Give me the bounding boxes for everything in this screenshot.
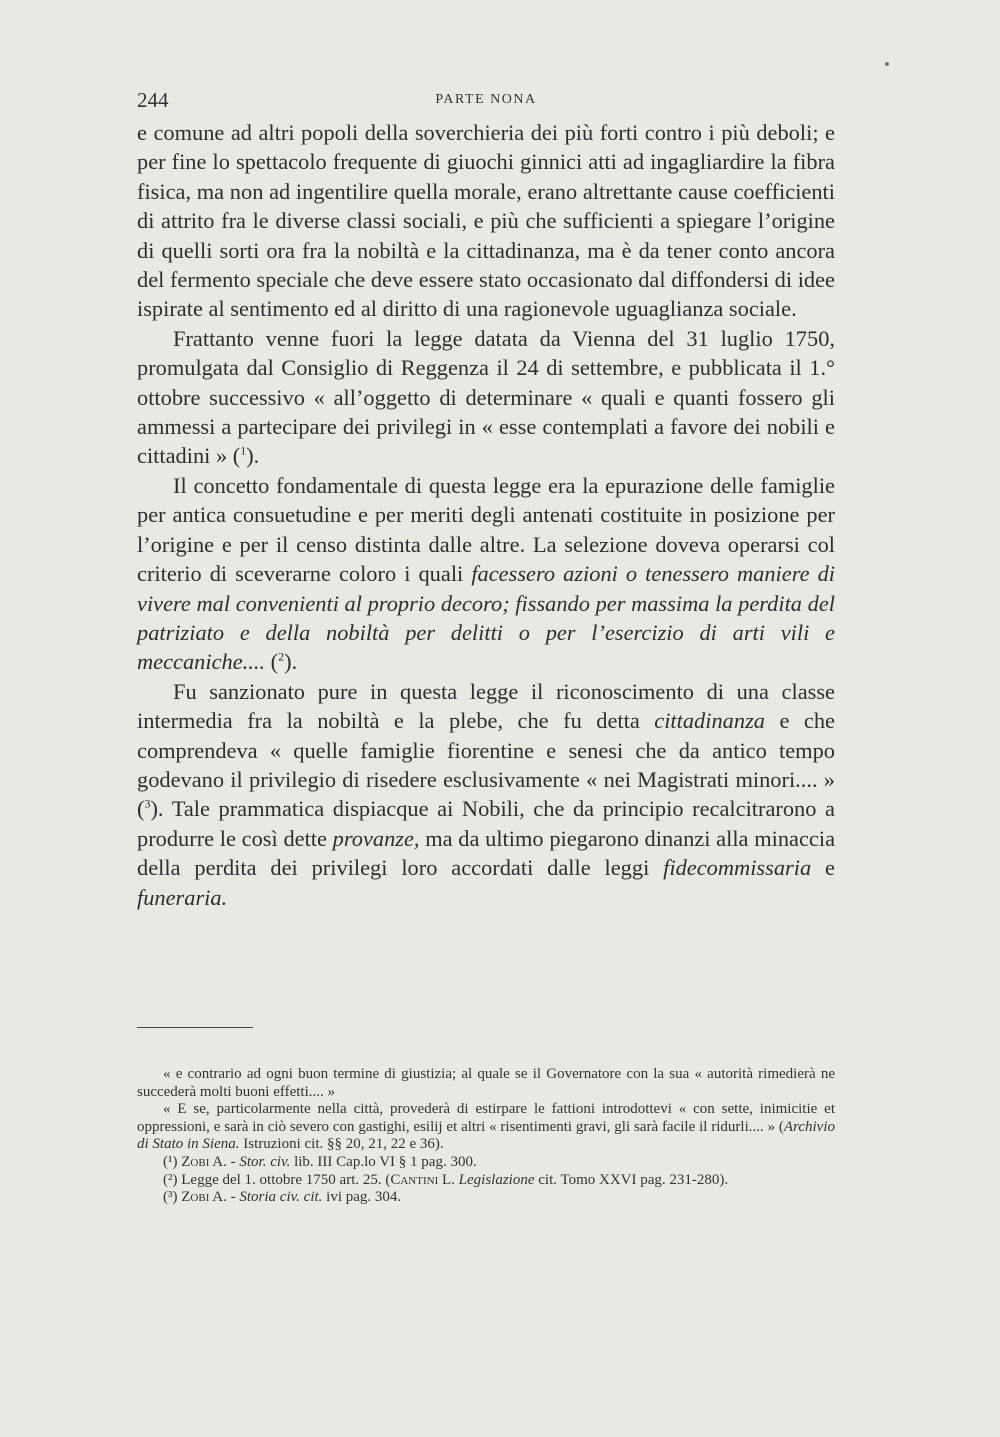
footnote-1 (137, 1154, 835, 1172)
footnote-3 (137, 1189, 835, 1207)
footnote-3-sep: - (226, 1189, 240, 1206)
paragraph-4-italic-3: fidecommissaria (663, 855, 812, 881)
paragraph-1-text: e comune ad altri popoli della soverchieria dei più forti contro i più deboli; e per fine lo spettacolo frequente di giuochi ginnici atti ad ingagliardire la fibra fisica, ma non ad ingentilire quella morale, erano altrettante cause coefficienti di attrito fra le diverse classi sociali, e più che sufficienti a spiegare l’origine di quelli sorti ora fra la nobiltà e la cittadinanza, ma è da tener conto ancora del fermento speciale che deve essere stato occasionato dal diffondersi di idee ispirate al sentimento ed al diritto di una ragionevole uguaglianza sociale. (137, 120, 835, 322)
footnote-2-author: Cantini L. (390, 1171, 455, 1188)
running-title: PARTE NONA (435, 92, 537, 107)
paragraph-4-e: e (811, 855, 835, 881)
paragraph-2-end: ). (246, 443, 260, 469)
footnote-rule (137, 1027, 253, 1028)
paragraph-3-open: ( (265, 649, 279, 675)
footnote-1-mark: (¹) (163, 1153, 178, 1170)
paragraph-4-italic-4: funeraria. (137, 884, 228, 910)
footnote-ref-3: 3 (144, 796, 151, 811)
footnote-3-title: Storia civ. cit. (239, 1189, 323, 1206)
paragraph-4-italic-1: cittadinanza (654, 708, 765, 734)
paragraph-2 (137, 324, 835, 471)
footnote-ref-2: 2 (278, 649, 285, 664)
footnote-continuation-1 (137, 1066, 835, 1101)
paragraph-4-a: Fu sanzionato pure in questa legge il riconoscimento di una classe intermedia fra la nobiltà e la plebe, che fu detta (137, 678, 835, 734)
footnote-continuation-2 (137, 1101, 835, 1154)
footnote-continuation-2-text: « E se, particolarmente nella città, provederà di estirpare le fattioni introdottevi « con sette, inimicitie et oppressioni, e sarà in ciò severo con gastighi, esilij et altri « risentimenti gravi, gli sarà facile il ridurli.... » ( (137, 1101, 835, 1135)
footnote-3-rest: ivi pag. 304. (322, 1189, 402, 1206)
footnote-1-rest: lib. III Cap.lo VI § 1 pag. 300. (290, 1153, 477, 1170)
footnote-ref-1: 1 (240, 444, 247, 458)
paragraph-4-b: e che comprendeva « quelle famiglie fiorentine e senesi che da antico tempo godevano il privilegio di risedere esclusivamente « nei Magistrati minori.... » ( (137, 708, 835, 822)
footnote-1-sep: - (226, 1153, 240, 1170)
footnote-continuation-2-end: Istruzioni cit. §§ 20, 21, 22 e 36). (239, 1136, 444, 1153)
footnote-3-mark: (³) (163, 1189, 178, 1206)
paragraph-2-text: Frattanto venne fuori la legge datata da Vienna del 31 luglio 1750, promulgata dal Consiglio di Reggenza il 24 di settembre, e pubblicata il 1.° ottobre successivo « all’oggetto di determinare « quali e quanti fossero gli ammessi a partecipare dei privilegi in « esse contemplati a favore dei nobili e cittadini » ( (137, 325, 835, 469)
paragraph-4 (137, 677, 835, 912)
footnote-continuation-2-source: Archivio di Stato in Siena. (137, 1118, 835, 1153)
paragraph-4-c: ). Tale prammatica dispiacque ai Nobili, che da principio recalcitrarono a produrre le così dette (137, 796, 835, 851)
paragraph-3 (137, 471, 835, 677)
footnote-2-title: Legislazione (458, 1171, 535, 1188)
footnote-2-rest: cit. Tomo XXVI pag. 231-280). (534, 1171, 729, 1188)
page-number: 244 (137, 88, 169, 112)
paragraph-3-text: Il concetto fondamentale di questa legge era la epurazione delle famiglie per antica consuetudine e per meriti degli antenati costituite in posizione per l’origine e per il censo distinta dalle altre. La selezione doveva operarsi col criterio di sceverarne coloro i quali (137, 472, 835, 587)
footnotes (137, 1066, 835, 1207)
footnote-2-mark: (²) (163, 1171, 178, 1188)
footnote-2-text: Legge del 1. ottobre 1750 art. 25. ( (177, 1171, 391, 1188)
paragraph-4-italic-2: provanze, (332, 825, 420, 851)
footnote-1-author: Zobi A. (181, 1153, 227, 1170)
paragraph-1 (137, 118, 835, 324)
footnote-1-title: Stor. civ. (239, 1153, 291, 1170)
footnote-2 (137, 1172, 835, 1190)
paragraph-4-d: ma da ultimo piegarono dinanzi alla minaccia della perdita dei privilegi loro accordati dalle leggi (137, 825, 836, 881)
footnote-3-author: Zobi A. (181, 1189, 227, 1206)
footnote-continuation-1-text: « e contrario ad ogni buon termine di giustizia; al quale se il Governatore con la sua « autorità rimedierà ne succederà molti buoni effetti.... » (137, 1066, 835, 1100)
paragraph-3-quote: facessero azioni o tenessero maniere di vivere mal convenienti al proprio decoro; fissando per massima la perdita del patriziato e della nobiltà per delitti o per l’esercizio di arti vili e meccaniche.... (137, 561, 835, 675)
body-text (137, 118, 835, 912)
running-head (137, 88, 835, 114)
paper-speck (885, 62, 889, 66)
paragraph-3-end: ). (284, 649, 298, 675)
